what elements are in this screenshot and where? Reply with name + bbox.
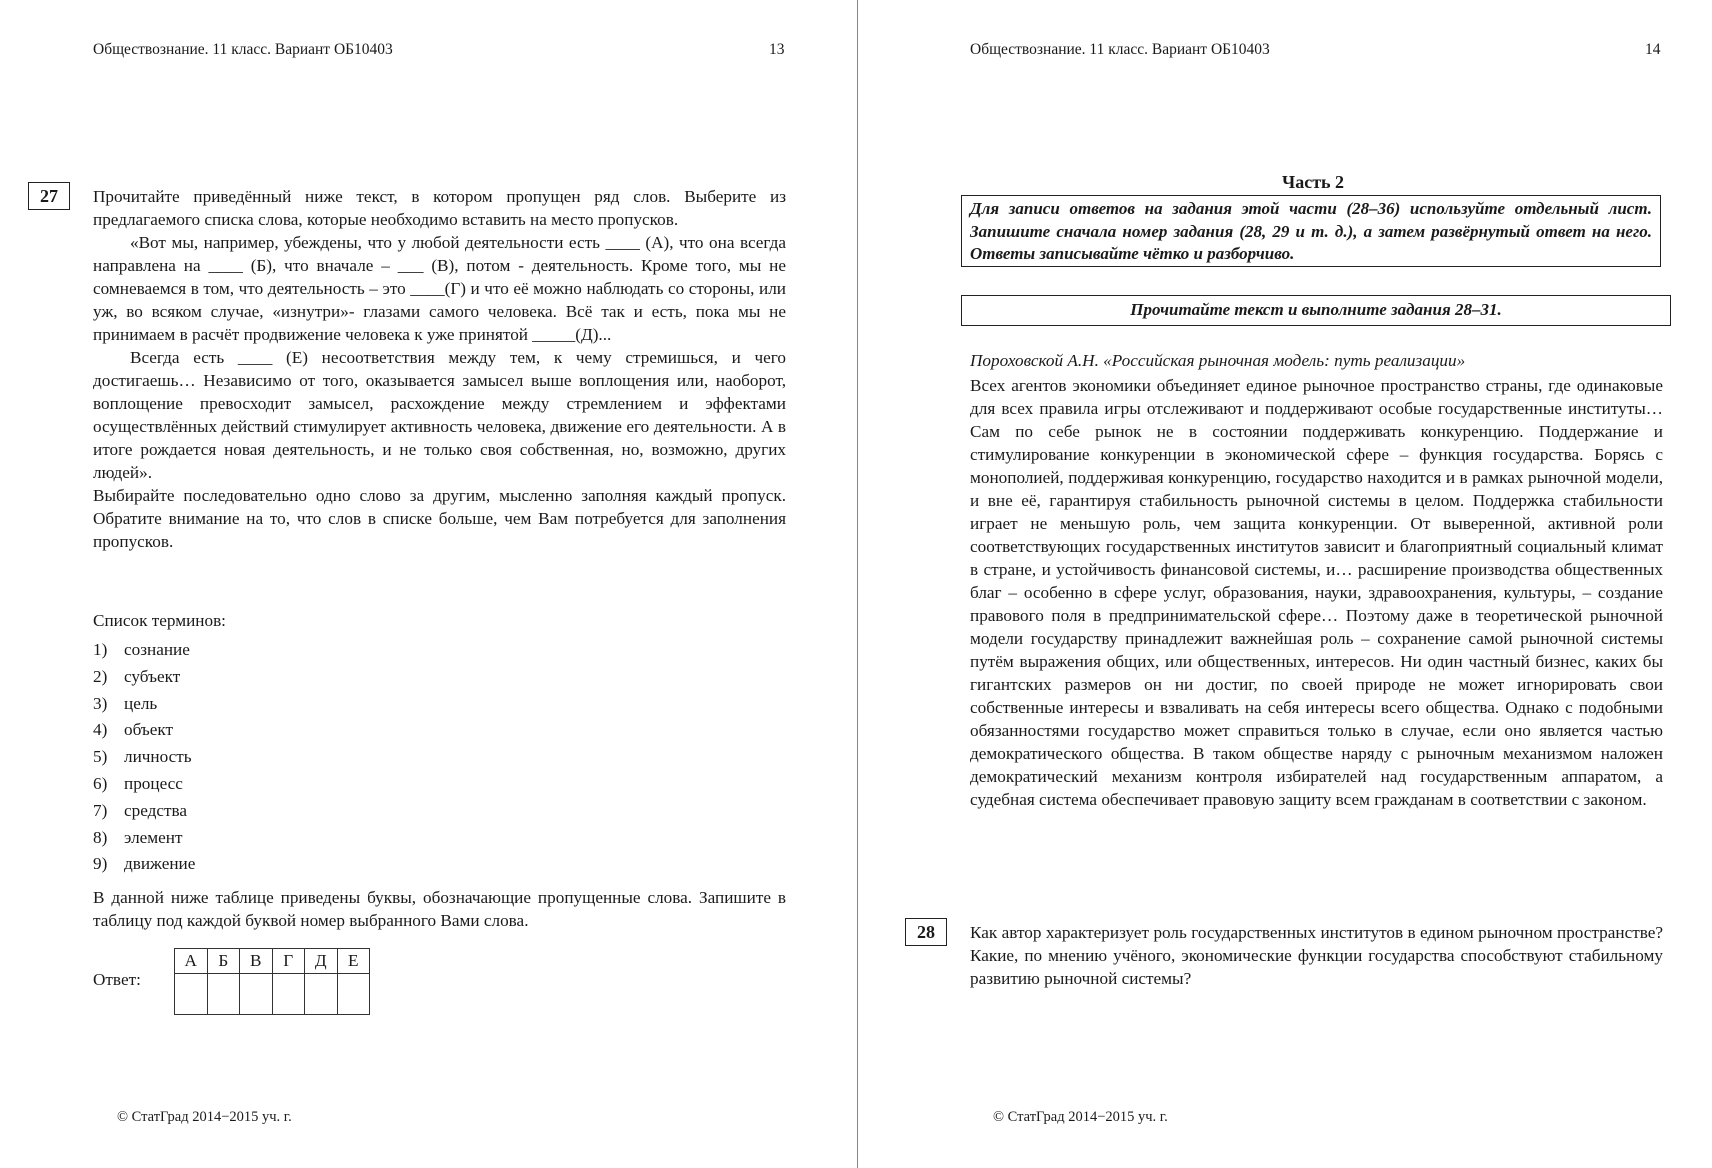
- answer-cell[interactable]: [240, 974, 273, 1015]
- term-item: 8) элемент: [93, 827, 183, 847]
- answer-cell[interactable]: [207, 974, 240, 1015]
- question-27-text: [93, 185, 786, 553]
- term-item: 2) субъект: [93, 666, 181, 686]
- term-item: 5) личность: [93, 747, 192, 767]
- left-page-footer: © СтатГрад 2014−2015 уч. г.: [117, 1109, 292, 1125]
- term-item: 7) средства: [93, 800, 188, 820]
- question-27-instruction: Выбирайте последовательно одно слово за другим, мысленно заполняя каждый пропуск. Обратите внимание на то, что слов в списке больше, чем Вам потребуется для заполнения пропусков.: [93, 486, 786, 551]
- right-page-header: Обществознание. 11 класс. Вариант ОБ10403: [970, 41, 1270, 58]
- right-page-footer: © СтатГрад 2014−2015 уч. г.: [993, 1109, 1168, 1125]
- term-item: 4) объект: [93, 720, 174, 740]
- table-instruction: В данной ниже таблице приведены буквы, обозначающие пропущенные слова. Запишите в таблицу под каждой буквой номер выбранного Вами слова.: [93, 888, 786, 930]
- read-task-box: Прочитайте текст и выполните задания 28–31.: [961, 295, 1671, 326]
- answer-cell[interactable]: [272, 974, 305, 1015]
- question-27-number: 27: [28, 182, 70, 210]
- passage-paragraph-2: Всегда есть ____ (Е) несоответствия между тем, к чему стремишься, и чего достигаешь… Независимо от того, оказывается замысел выше воплощения или, наоборот, воплощение превосходит замысел, расхождение между стремлением и эффектами осуществлённых действий стимулирует активность человека, движение его деятельности. А в итоге рождается новая деятельность, и не только своя собственная, но, возможно, других людей».: [93, 348, 786, 482]
- answer-letter-b: Б: [207, 949, 240, 974]
- answer-letter-g: Г: [272, 949, 305, 974]
- term-item: 6) процесс: [93, 773, 183, 793]
- left-page-number: 13: [769, 41, 785, 58]
- answer-table: [174, 948, 370, 1015]
- page-divider: [857, 0, 858, 1168]
- answer-letter-v: В: [240, 949, 273, 974]
- question-28-number: 28: [905, 918, 947, 946]
- answer-letter-a: А: [175, 949, 208, 974]
- answer-cell[interactable]: [337, 974, 370, 1015]
- answer-cell[interactable]: [175, 974, 208, 1015]
- part-instructions: Для записи ответов на задания этой части (28–36) используйте отдельный лист. Запишите сначала номер задания (28, 29 и т. д.), а затем развёрнутый ответ на него. Ответы записывайте чётко и разборчиво.: [961, 195, 1661, 267]
- answer-cell[interactable]: [305, 974, 338, 1015]
- right-page-number: 14: [1645, 41, 1661, 58]
- question-28-text: Как автор характеризует роль государственных институтов в едином рыночном пространстве? Какие, по мнению учёного, экономические функции государства способствуют стабильному развитию рыночной системы?: [970, 923, 1663, 988]
- answer-letter-d: Д: [305, 949, 338, 974]
- source-citation: Пороховской А.Н. «Российская рыночная модель: путь реализации»: [970, 351, 1466, 370]
- term-item: 9) движение: [93, 854, 196, 874]
- terms-list: [93, 638, 195, 879]
- left-page-header: Обществознание. 11 класс. Вариант ОБ10403: [93, 41, 393, 58]
- source-passage: Всех агентов экономики объединяет единое рыночное пространство страны, где одинаковые для всех правила игры отслеживают и поддерживают особые государственные институты… Сам по себе рынок не в состоянии поддерживать конкуренцию. Поддержание и стимулирование конкуренции в экономической сфере – функция государства. Борясь с монополией, поддерживая конкуренцию, государство находится и в рамках рыночной модели, и вне её, гарантируя стабильность рыночной системы в целом. Поддержка стабильности играет не меньшую роль, чем защита конкуренции. От выверенной, активной роли соответствующих государственных институтов зависит и благоприятный социальный климат в стране, и устойчивость финансовой системы, и… расширение производства общественных благ – особенно в сфере услуг, образования, науки, здравоохранения, культуры, – создание правового поля в предпринимательской сфере… Поэтому даже в теоретической рыночной модели государству принадлежит важнейшая роль – сохранение самой рыночной системы путём выражения общих, или общественных, интересов. Ни один частный бизнес, каких бы гигантских размеров он ни достиг, по своей природе не может игнорировать свои собственные интересы и взваливать на себя интересы всего общества. Однако с подобными обязанностями государство может справиться только в случае, если оно является частью демократического общества. В таком обществе наряду с рыночным механизмом наложен демократический механизм контроля избирателей над государственным аппаратом, а судебная система обеспечивает правовую защиту всем гражданам в соответствии с законом.: [970, 376, 1663, 809]
- answer-letter-e: Е: [337, 949, 370, 974]
- term-item: 3) цель: [93, 693, 158, 713]
- terms-title: Список терминов:: [93, 611, 226, 630]
- passage-paragraph-1: «Вот мы, например, убеждены, что у любой деятельности есть ____ (А), что она всегда направлена на ____ (Б), что вначале – ___ (В), потом - деятельность. Кроме того, мы не сомневаемся в том, что деятельность – это ____(Г) и что её можно наблюдать со стороны, или уж, во всяком случае, «изнутри»- глазами самого человека. Всё так и есть, пока мы не принимаем в расчёт продвижение человека к уже принятой _____(Д)...: [93, 233, 786, 344]
- term-item: 1) сознание: [93, 640, 190, 659]
- part-title: Часть 2: [1282, 172, 1345, 192]
- answer-label: Ответ:: [93, 970, 141, 989]
- question-27-intro: Прочитайте приведённый ниже текст, в котором пропущен ряд слов. Выберите из предлагаемого списка слова, которые необходимо вставить на место пропусков.: [93, 187, 786, 229]
